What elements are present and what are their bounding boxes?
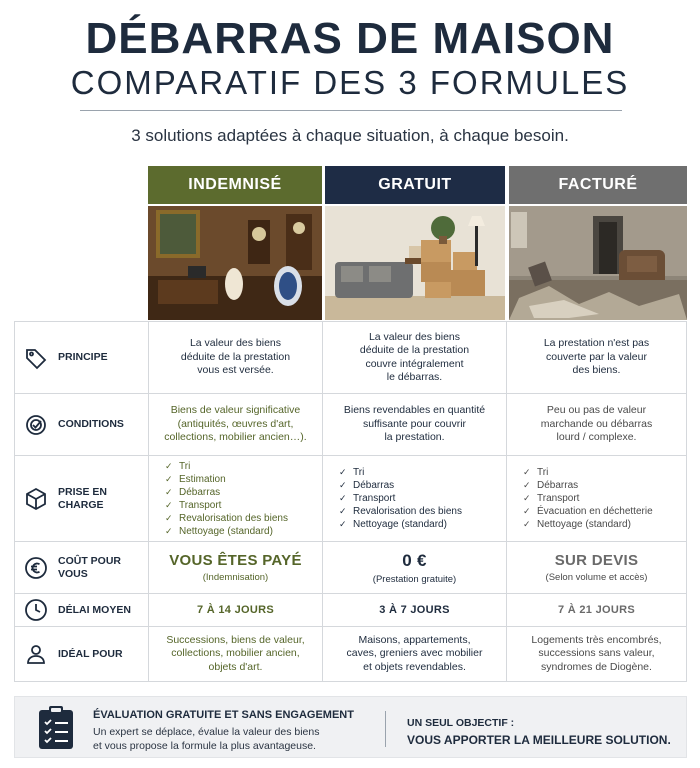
list-item: ✓ Revalorisation des biens (339, 506, 462, 517)
footer-description: Un expert se déplace, évalue la valeur des biens et vous propose la formule la plus avantageuse. (93, 726, 320, 752)
check-icon: ✓ (339, 467, 347, 477)
list-item: ✓ Nettoyage (standard) (165, 525, 273, 537)
euro-icon (24, 556, 48, 580)
clipboard-icon (37, 706, 75, 750)
check-icon: ✓ (165, 512, 173, 523)
cell-indemnise: 7 À 14 JOURS (197, 604, 274, 616)
footer-objective-label: UN SEUL OBJECTIF : (407, 717, 515, 729)
cell-facture: La prestation n'est pas couverte par la valeur des biens. (543, 337, 650, 377)
list-item: ✓ Tri (165, 460, 191, 472)
check-icon: ✓ (165, 499, 173, 510)
cell-gratuit (323, 542, 506, 593)
footer-objective-text: VOUS APPORTER LA MEILLEURE SOLUTION. (407, 733, 671, 747)
row-label: DÉLAI MOYEN (15, 594, 148, 626)
footer-title: ÉVALUATION GRATUITE ET SANS ENGAGEMENT (93, 709, 354, 721)
list-item: ✓ Tri (339, 467, 365, 478)
row-label: COÛT POUR VOUS (15, 542, 148, 593)
cell-gratuit: La valeur des biens déduite de la prestation couvre intégralement le débarras. (359, 330, 470, 383)
cost-note: (Selon volume et accès) (545, 572, 648, 583)
checklist-gratuit (333, 466, 462, 531)
row-label: PRINCIPE (15, 322, 148, 393)
list-item: ✓ Débarras (339, 480, 395, 491)
check-icon: ✓ (523, 467, 531, 477)
checklist-facture (517, 466, 653, 531)
page-title: DÉBARRAS DE MAISON (85, 14, 615, 63)
check-icon: ✓ (523, 506, 531, 516)
antique-furniture-photo (148, 206, 322, 320)
cell-facture: 7 À 21 JOURS (558, 604, 635, 616)
list-item: ✓ Transport (523, 493, 580, 504)
cell-indemnise: La valeur des biens déduite de la prestation vous est versée. (180, 337, 291, 377)
list-item: ✓ Débarras (523, 480, 579, 491)
cost-value: SUR DEVIS (554, 552, 639, 569)
check-icon: ✓ (523, 493, 531, 503)
tagline: 3 solutions adaptées à chaque situation, à chaque besoin. (131, 126, 569, 145)
list-item: ✓ Transport (165, 499, 222, 511)
list-item: ✓ Revalorisation des biens (165, 512, 288, 524)
list-item: ✓ Nettoyage (standard) (339, 519, 447, 530)
check-icon: ✓ (339, 519, 347, 529)
cell-facture (507, 542, 686, 593)
cell-facture: Logements très encombrés, successions sans valeur, syndromes de Diogène. (531, 633, 662, 673)
list-item: ✓ Nettoyage (standard) (523, 519, 631, 530)
table-row-ideal (15, 626, 686, 681)
check-icon: ✓ (165, 460, 173, 471)
cost-note: (Indemnisation) (202, 572, 269, 583)
check-icon: ✓ (523, 480, 531, 490)
cluttered-room-photo (509, 206, 687, 320)
checklist-indemnise (159, 460, 288, 538)
cell-indemnise: Successions, biens de valeur, collections, mobilier ancien, objets d'art. (166, 633, 305, 673)
cost-note: (Prestation gratuite) (372, 573, 457, 585)
cell-gratuit: Biens revendables en quantité suffisante pour couvrir la prestation. (343, 404, 486, 444)
column-header-facture: FACTURÉ (509, 166, 687, 204)
cell-gratuit (323, 456, 506, 541)
cost-value: VOUS ÊTES PAYÉ (169, 552, 302, 569)
page-subtitle: COMPARATIF DES 3 FORMULES (70, 64, 630, 101)
cell-indemnise (149, 456, 322, 541)
check-icon: ✓ (339, 480, 347, 490)
row-label: CONDITIONS (15, 394, 148, 455)
check-icon: ✓ (523, 519, 531, 529)
cell-facture (507, 456, 686, 541)
clock-icon (24, 598, 48, 622)
list-item: ✓ Estimation (165, 473, 226, 485)
table-row-delai (15, 593, 686, 626)
list-item: ✓ Évacuation en déchetterie (523, 506, 653, 517)
title-divider (80, 110, 622, 111)
tag-icon (24, 346, 48, 370)
list-item: ✓ Débarras (165, 486, 221, 498)
footer-divider (385, 711, 386, 747)
cell-indemnise (149, 542, 322, 593)
cost-value: 0 € (402, 550, 427, 570)
living-room-boxes-photo (325, 206, 505, 320)
footer-banner (14, 696, 687, 758)
comparison-table (14, 321, 687, 682)
check-icon: ✓ (165, 525, 173, 536)
column-header-indemnise: INDEMNISÉ (148, 166, 322, 204)
check-icon: ✓ (165, 473, 173, 484)
person-icon (24, 642, 48, 666)
box-icon (24, 487, 48, 511)
table-row-prise-en-charge (15, 455, 686, 541)
list-item: ✓ Tri (523, 467, 549, 478)
target-icon (24, 413, 48, 437)
check-icon: ✓ (339, 506, 347, 516)
column-header-gratuit: GRATUIT (325, 166, 505, 204)
table-row-conditions (15, 393, 686, 455)
table-row-principe (15, 322, 686, 393)
cell-gratuit: Maisons, appartements, caves, greniers avec mobilier et objets revendables. (346, 633, 483, 673)
table-row-cout (15, 541, 686, 593)
cell-gratuit: 3 À 7 JOURS (379, 604, 450, 616)
row-label: IDÉAL POUR (15, 627, 148, 681)
list-item: ✓ Transport (339, 493, 396, 504)
check-icon: ✓ (339, 493, 347, 503)
cell-indemnise: Biens de valeur significative (antiquités, œuvres d'art, collections, mobilier ancien…). (164, 404, 307, 444)
row-label: PRISE EN CHARGE (15, 456, 148, 541)
cell-facture: Peu ou pas de valeur marchande ou débarras lourd / complexe. (540, 404, 653, 444)
check-icon: ✓ (165, 486, 173, 497)
